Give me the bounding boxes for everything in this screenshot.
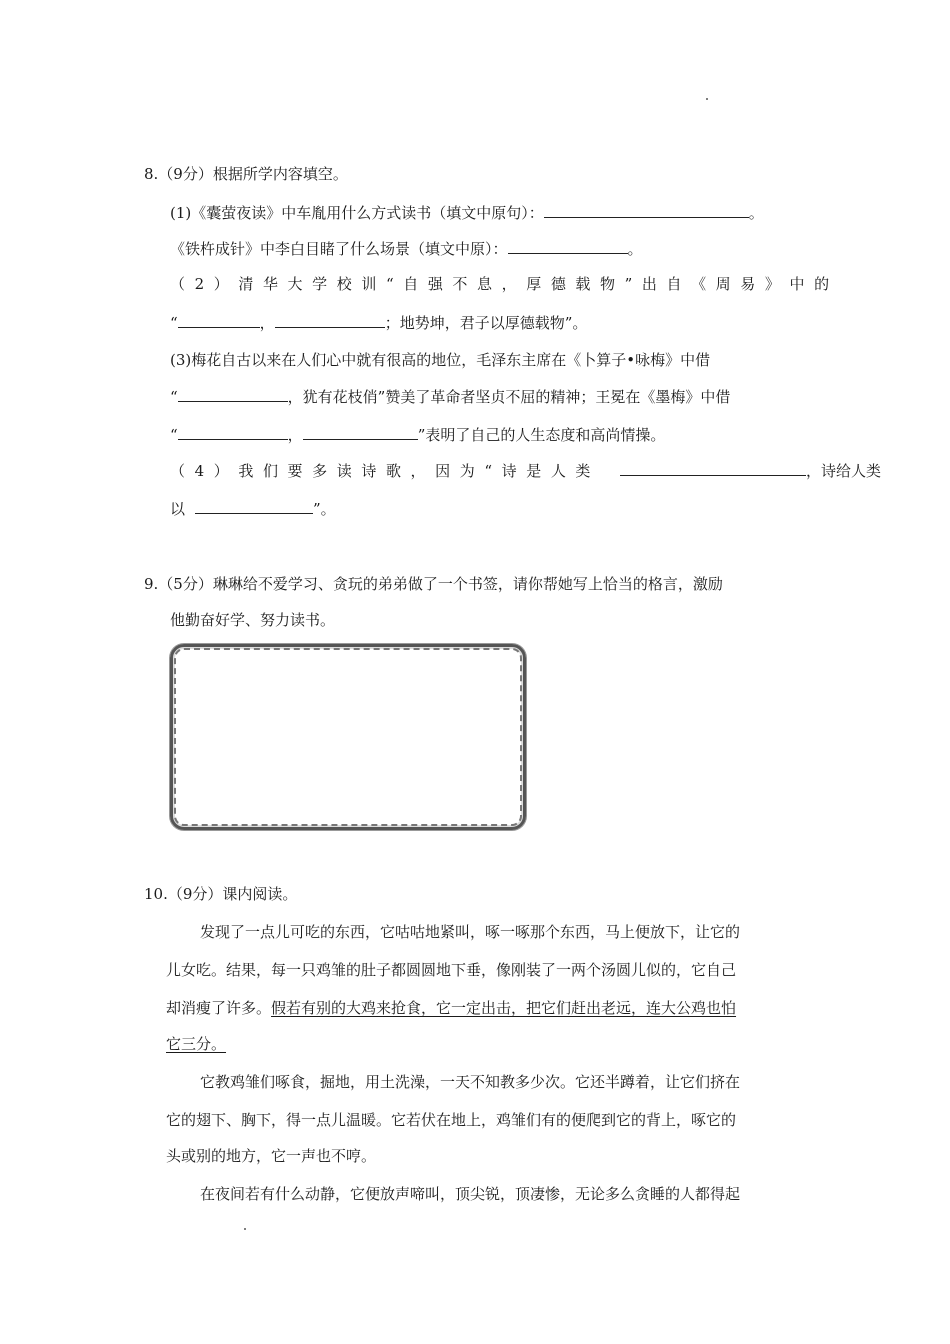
punctuation: ，: [259, 314, 275, 332]
q8-part2b-text: ；地势坤，君子以厚德载物”。: [384, 314, 588, 332]
q8-part1a-text: (1)《囊萤夜读》中车胤用什么方式读书（填文中原句）：: [170, 204, 544, 222]
passage-line: 儿女吃。结果，每一只鸡雏的肚子都圆圆地下垂，像刚装了一两个汤圆儿似的，它自己: [166, 961, 737, 979]
bookmark-frame[interactable]: [170, 644, 526, 830]
q8-part2b: [170, 311, 587, 334]
q10-title: 10.（9分）课内阅读。: [144, 885, 298, 903]
answer-blank[interactable]: [275, 311, 385, 328]
passage-line: 在夜间若有什么动静，它便放声啼叫，顶尖锐，顶凄惨，无论多么贪睡的人都得起: [200, 1185, 741, 1203]
answer-blank[interactable]: [508, 237, 628, 254]
answer-blank[interactable]: [178, 423, 288, 440]
quote-mark: “: [170, 388, 178, 406]
passage-line: [166, 997, 736, 1019]
q8-part4b: [170, 497, 336, 520]
answer-blank[interactable]: [544, 201, 749, 218]
quote-mark: “: [170, 426, 178, 444]
answer-blank[interactable]: [303, 423, 418, 440]
q8-part1b: [170, 237, 643, 260]
passage-line: 它教鸡雏们啄食，掘地，用土洗澡，一天不知教多少次。它还半蹲着，让它们挤在: [200, 1073, 741, 1091]
passage-text: 却消瘦了许多。: [166, 999, 272, 1017]
punctuation: 。: [748, 204, 764, 222]
q9-line1: 9.（5分）琳琳给不爱学习、贪玩的弟弟做了一个书签，请你帮她写上恰当的格言，激励: [144, 575, 723, 593]
underlined-sentence: 假若有别的大鸡来抢食，它一定出击，把它们赶出老远，连大公鸡也怕: [271, 999, 737, 1017]
punctuation: ”。: [313, 500, 336, 518]
q8-part4a-tail: ，诗给人类: [806, 462, 882, 480]
answer-blank[interactable]: [195, 497, 313, 514]
punctuation: ，: [287, 426, 303, 444]
q8-part1a: [170, 201, 764, 224]
q8-part3b-text: ，犹有花枝俏”赞美了革命者坚贞不屈的精神；王冕在《墨梅》中借: [287, 388, 731, 406]
passage-line: [166, 1033, 226, 1055]
q8-part3a: (3)梅花自古以来在人们心中就有很高的地位，毛泽东主席在《卜算子•咏梅》中借: [170, 351, 711, 369]
scan-dot: [706, 98, 708, 100]
q8-part3b: [170, 385, 730, 408]
scan-dot: [244, 1228, 246, 1230]
quote-mark: “: [170, 314, 178, 332]
answer-blank[interactable]: [178, 385, 288, 402]
q8-title: 8.（9分）根据所学内容填空。: [144, 165, 348, 183]
q8-part4a-text: （4）我们要多读诗歌，因为“诗是人类: [170, 462, 601, 480]
q9-line2: 他勤奋好学、努力读书。: [170, 611, 336, 629]
q8-part2a: （2）清华大学校训“自强不息，厚德载物”出自《周易》中的: [170, 275, 839, 293]
answer-blank[interactable]: [620, 459, 806, 476]
q8-part4b-text: 以: [170, 500, 186, 518]
q8-part3c: [170, 423, 665, 446]
answer-blank[interactable]: [178, 311, 260, 328]
underlined-sentence: 它三分。: [166, 1035, 227, 1053]
passage-line: 头或别的地方，它一声也不哼。: [166, 1147, 377, 1165]
passage-line: 发现了一点儿可吃的东西，它咕咕地紧叫，啄一啄那个东西，马上便放下，让它的: [200, 923, 741, 941]
q8-part3c-text: ”表明了自己的人生态度和高尚情操。: [417, 426, 666, 444]
q8-part1b-text: 《铁杵成针》中李白目睹了什么场景（填文中原）：: [170, 240, 508, 258]
passage-line: 它的翅下、胸下，得一点儿温暖。它若伏在地上，鸡雏们有的便爬到它的背上，啄它的: [166, 1111, 737, 1129]
q8-part4a: [170, 459, 881, 482]
punctuation: 。: [627, 240, 643, 258]
